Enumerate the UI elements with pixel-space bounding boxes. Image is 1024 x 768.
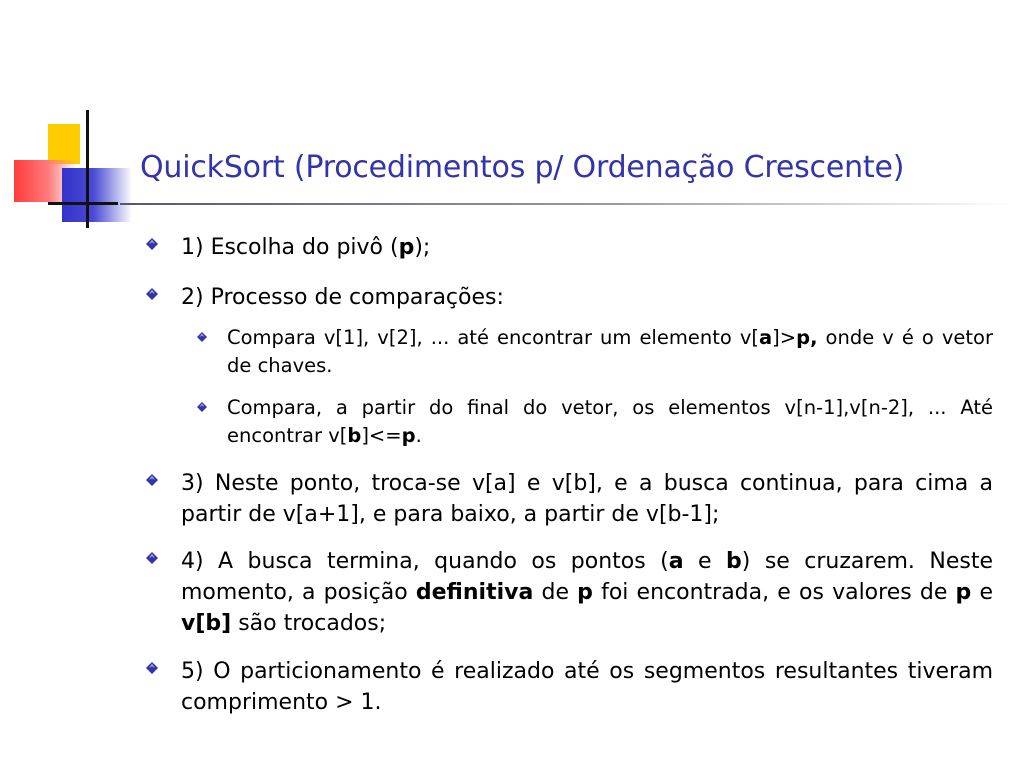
list-item-1: 1) Escolha do pivô (p); <box>181 235 431 260</box>
sub-item-2: Compara, a partir do final do vetor, os elementos v[n-1],v[n-2], ... Até encontrar v[b]<=p. <box>227 396 993 447</box>
list-item-3: 3) Neste ponto, troca-se v[a] e v[b], e a busca continua, para cima a partir de v[a+1], e para baixo, a partir de v[b-1]; <box>181 471 993 527</box>
horizontal-line <box>48 202 118 205</box>
list-item-4: 4) A busca termina, quando os pontos (a e b) se cruzarem. Neste momento, a posição definitiva de p foi encontrada, e os valores de p e v[b] são trocados; <box>181 549 993 636</box>
list-item-2: 2) Processo de comparações: <box>181 285 504 310</box>
diamond-bullet-icon <box>146 238 158 250</box>
title-underline <box>120 203 1015 205</box>
list-item-5: 5) O particionamento é realizado até os segmentos resultantes tiveram comprimento > 1. <box>181 659 993 715</box>
diamond-bullet-icon <box>146 288 158 300</box>
title-decoration <box>0 0 140 240</box>
vertical-line <box>86 110 89 228</box>
slide-title: QuickSort (Procedimentos p/ Ordenação Crescente) <box>140 150 905 185</box>
yellow-square <box>48 124 80 164</box>
diamond-bullet-icon <box>146 552 158 564</box>
diamond-bullet-icon <box>197 332 207 342</box>
sub-item-1: Compara v[1], v[2], ... até encontrar um elemento v[a]>p, onde v é o vetor de chaves. <box>227 326 993 377</box>
diamond-bullet-icon <box>197 402 207 412</box>
diamond-bullet-icon <box>146 474 158 486</box>
diamond-bullet-icon <box>146 662 158 674</box>
blue-square <box>62 168 132 222</box>
